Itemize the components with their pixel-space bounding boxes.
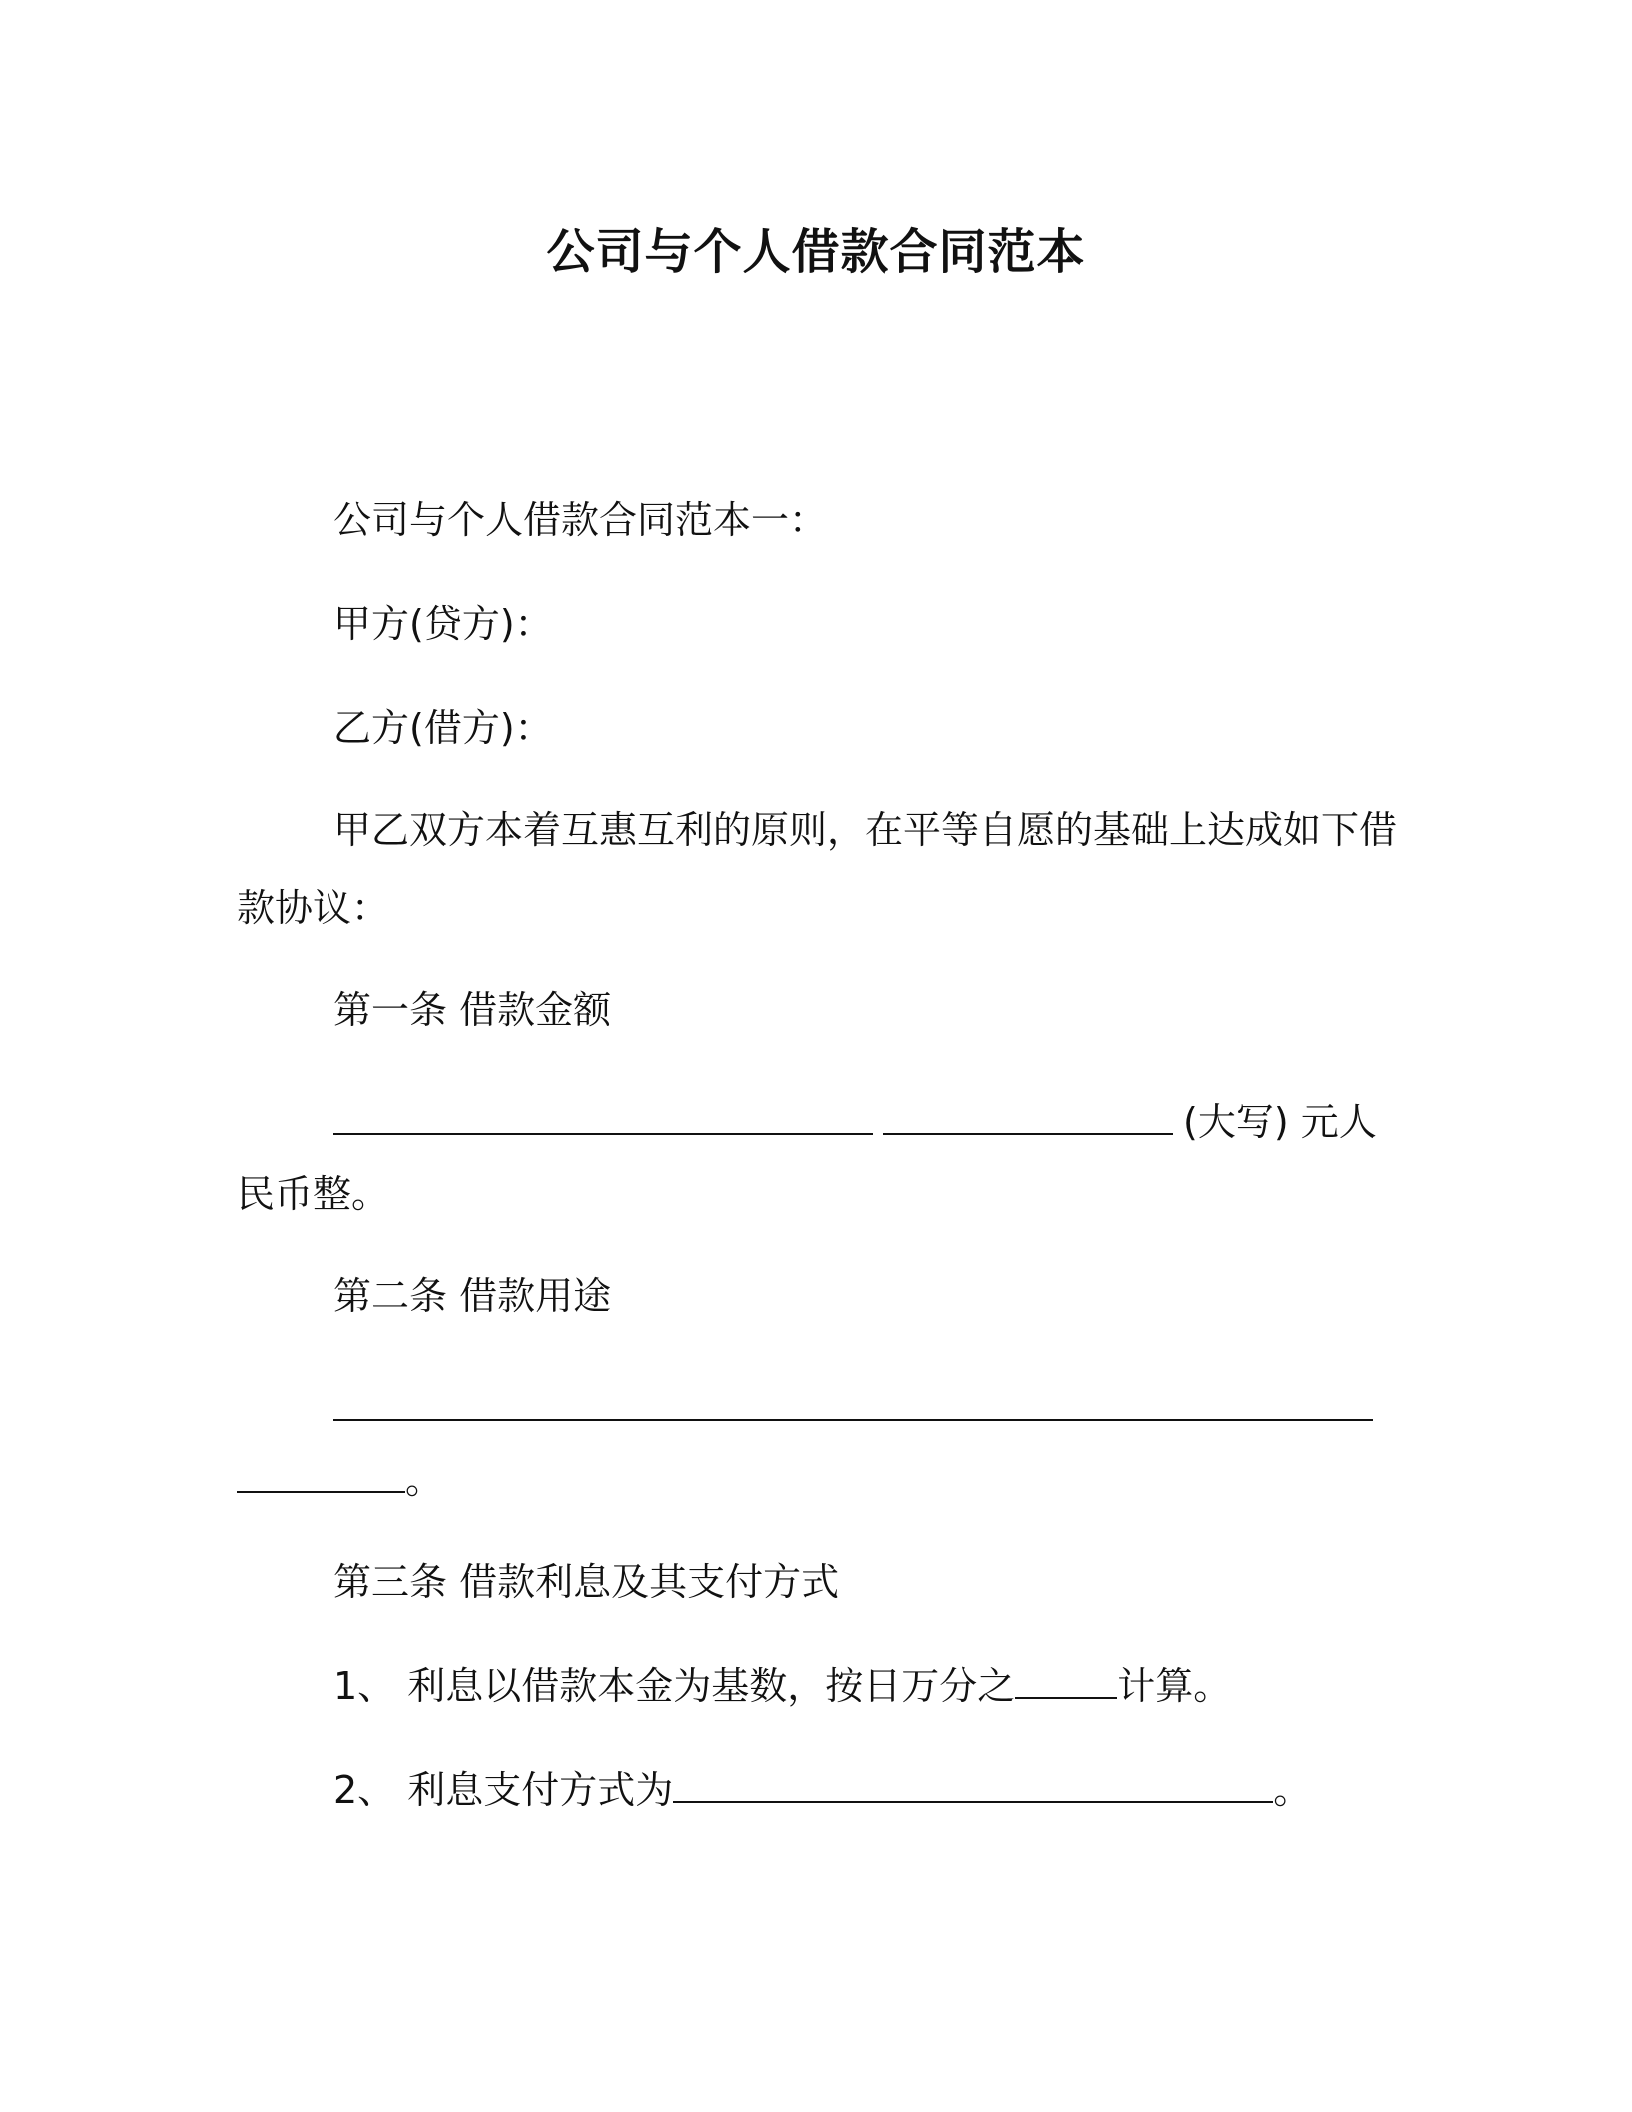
party-b-field: 乙方(借方)： <box>333 706 553 750</box>
purpose-blank-continued <box>237 1457 405 1493</box>
interest-rate-blank <box>1015 1663 1117 1699</box>
payment-method-blank <box>673 1767 1273 1803</box>
interest-item-2 <box>333 1766 1311 1814</box>
purpose-end: 。 <box>405 1458 444 1502</box>
interest-item-1-suffix: 计算。 <box>1117 1664 1232 1708</box>
interest-item-2-prefix: 2、 利息支付方式为 <box>333 1768 674 1812</box>
amount-suffix: (大写) 元人 <box>1183 1100 1377 1144</box>
document-title: 公司与个人借款合同范本 <box>546 224 1086 280</box>
purpose-blank <box>333 1385 1373 1421</box>
amount-line-2: 民币整。 <box>237 1172 390 1216</box>
article-2-heading: 第二条 借款用途 <box>333 1274 612 1318</box>
interest-item-1 <box>333 1662 1231 1710</box>
amount-blank-words <box>883 1099 1173 1135</box>
purpose-line-1 <box>333 1384 1373 1432</box>
amount-line <box>333 1098 1377 1146</box>
purpose-line-2 <box>237 1456 443 1504</box>
article-3-heading: 第三条 借款利息及其支付方式 <box>333 1560 840 1604</box>
preamble-line-1: 甲乙双方本着互惠互利的原则，在平等自愿的基础上达成如下借 <box>333 808 1398 852</box>
interest-item-2-suffix: 。 <box>1273 1768 1312 1812</box>
party-a-field: 甲方(贷方)： <box>333 602 553 646</box>
interest-item-1-prefix: 1、 利息以借款本金为基数，按日万分之 <box>333 1664 1016 1708</box>
preamble-line-2: 款协议： <box>237 886 390 930</box>
article-1-heading: 第一条 借款金额 <box>333 988 612 1032</box>
amount-blank-numeric <box>333 1099 873 1135</box>
section-heading: 公司与个人借款合同范本一： <box>333 498 828 542</box>
